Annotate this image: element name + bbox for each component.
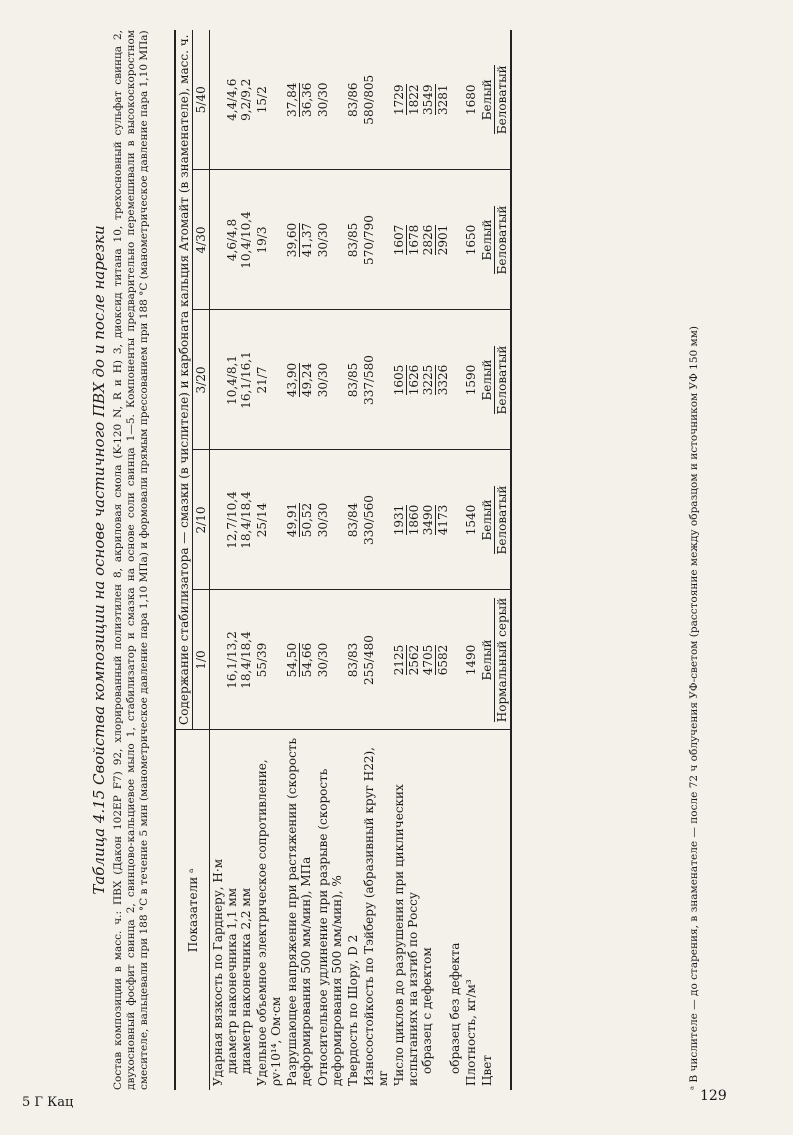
table-row (254, 30, 284, 1090)
table-cell: Белый Беловатый (479, 450, 511, 590)
table-cell: 1607 1678 2826 2901 (391, 170, 463, 310)
table-row (463, 30, 479, 1090)
col-header: 3/20 (193, 310, 210, 450)
table-cell: 21/7 (254, 310, 284, 450)
row-label: Цвет (479, 730, 511, 1090)
table-cell: 16,1/13,2 18,4/18,4 (210, 590, 255, 730)
table-row (391, 30, 463, 1090)
table-cell: 83/86 (345, 30, 361, 170)
col-header: 5/40 (193, 30, 210, 170)
margin-stamp: 5 Г Кац (22, 1095, 74, 1110)
table-cell: 10,4/8,1 16,1/16,1 (210, 310, 255, 450)
table-cell: 4,6/4,8 10,4/10,4 (210, 170, 255, 310)
table-cell: 15/2 (254, 30, 284, 170)
table-cell: 39,60 41,37 (284, 170, 315, 310)
row-label: Ударная вязкость по Гарднеру, Н·м диаметр наконечника 1,1 мм диаметр наконечника 2,2 мм (211, 858, 253, 1086)
table-caption (88, 30, 151, 1090)
table-row (479, 30, 511, 1090)
table-cell: 55/39 (254, 590, 284, 730)
table-row (345, 30, 361, 1090)
row-label: Плотность, кг/м³ (464, 979, 478, 1086)
page-number: 129 (700, 1088, 727, 1104)
table-cell: 570/790 (361, 170, 391, 310)
row-label: Удельное объемное электрическое сопротивление, ρv·10¹⁴, Ом·см (255, 759, 283, 1086)
table-cell: 4,4/4,6 9,2/9,2 (210, 30, 255, 170)
row-label: Разрушающее напряжение при растяжении (скорость деформирования 500 мм/мин), МПа (285, 737, 313, 1086)
table-cell: 37,84 36,36 (284, 30, 315, 170)
table-cell: 580/805 (361, 30, 391, 170)
table-cell: Белый Беловатый (479, 170, 511, 310)
table-row (284, 30, 315, 1090)
table-cell: 83/84 (345, 450, 361, 590)
table-cell: 2125 2562 4705 6582 (391, 590, 463, 730)
table-cell: 337/580 (361, 310, 391, 450)
table-cell: Белый Беловатый (479, 310, 511, 450)
row-label: Число циклов до разрушения при циклических испытаниях на изгиб по Россу образец с дефектом образец без дефекта (392, 784, 462, 1086)
table-cell: 19/3 (254, 170, 284, 310)
table-cell: 30/30 (315, 450, 345, 590)
rotated-page (88, 30, 728, 1090)
table-cell: 43,90 49,24 (284, 310, 315, 450)
table-cell: 1650 (463, 170, 479, 310)
table-cell: 12,7/10,4 18,4/18,4 (210, 450, 255, 590)
table-cell: 83/83 (345, 590, 361, 730)
header-param: Показатели ᵃ (175, 730, 210, 1090)
table-cell: Белый Беловатый (479, 30, 511, 170)
table-cell: Белый Нормальный серый (479, 590, 511, 730)
table-cell: 1680 (463, 30, 479, 170)
table-row (210, 30, 255, 1090)
table-row (361, 30, 391, 1090)
table-cell: 1729 1822 3549 3281 (391, 30, 463, 170)
table-cell: 30/30 (315, 170, 345, 310)
table-cell: 30/30 (315, 30, 345, 170)
table-row (315, 30, 345, 1090)
col-header: 1/0 (193, 590, 210, 730)
table-cell: 25/14 (254, 450, 284, 590)
table-footnote: ᵃ В числителе — до старения, в знаменателе — после 72 ч облучения УФ-светом (расстояние между образцом и источником УФ 150 мм) (688, 326, 700, 1090)
table-cell: 54,50 54,66 (284, 590, 315, 730)
row-label: Твердость по Шору, D 2 (346, 934, 360, 1086)
row-label: Износостойкость по Тэйберу (абразивный круг Н22), мг (362, 747, 390, 1086)
table-cell: 30/30 (315, 590, 345, 730)
table-cell: 30/30 (315, 310, 345, 450)
table-cell: 330/560 (361, 450, 391, 590)
table-cell: 1490 (463, 590, 479, 730)
table-cell: 1605 1626 3225 3326 (391, 310, 463, 450)
header-group: Содержание стабилизатора — смазки (в числителе) и карбоната кальция Атомайт (в знаменателе), масс. ч. (175, 30, 193, 730)
table-cell: 1540 (463, 450, 479, 590)
table-cell: 83/85 (345, 310, 361, 450)
row-label: Относительное удлинение при разрыве (скорость деформирования 500 мм/мин), % (316, 768, 344, 1086)
col-header: 2/10 (193, 450, 210, 590)
col-header: 4/30 (193, 170, 210, 310)
table-cell: 1931 1860 3490 4173 (391, 450, 463, 590)
table-cell: 83/85 (345, 170, 361, 310)
properties-table (174, 30, 512, 1090)
table-cell: 1590 (463, 310, 479, 450)
table-cell: 49,91 50,52 (284, 450, 315, 590)
table-cell: 255/480 (361, 590, 391, 730)
caption-title: Таблица 4.15 Свойства композиции на основе частичного ПВХ до и после нарезки (90, 225, 108, 895)
caption-text: Состав композиции в масс. ч.: ПВХ (Дакон 102ЕР F7) 92, хлорированный полиэтилен 8, акриловая смола (K-120 N, R и H) 3, диоксид титана 10, трехосновный сульфат свинца 2, двухосновный фосфит свинца 2, свинцово-кальциевое мыло 1, стабилизатор и смазка на основе соли свинца 1—5. Компоненты предварительно перемешивали в высокоскоростном смесителе, вальцевали при 188 °С в течение 5 мин (манометрическое давление пара 1,10 МПа) и формовали прямым прессованием при 188 °С (манометрическое давление пара 1,10 МПа) (112, 30, 150, 1090)
